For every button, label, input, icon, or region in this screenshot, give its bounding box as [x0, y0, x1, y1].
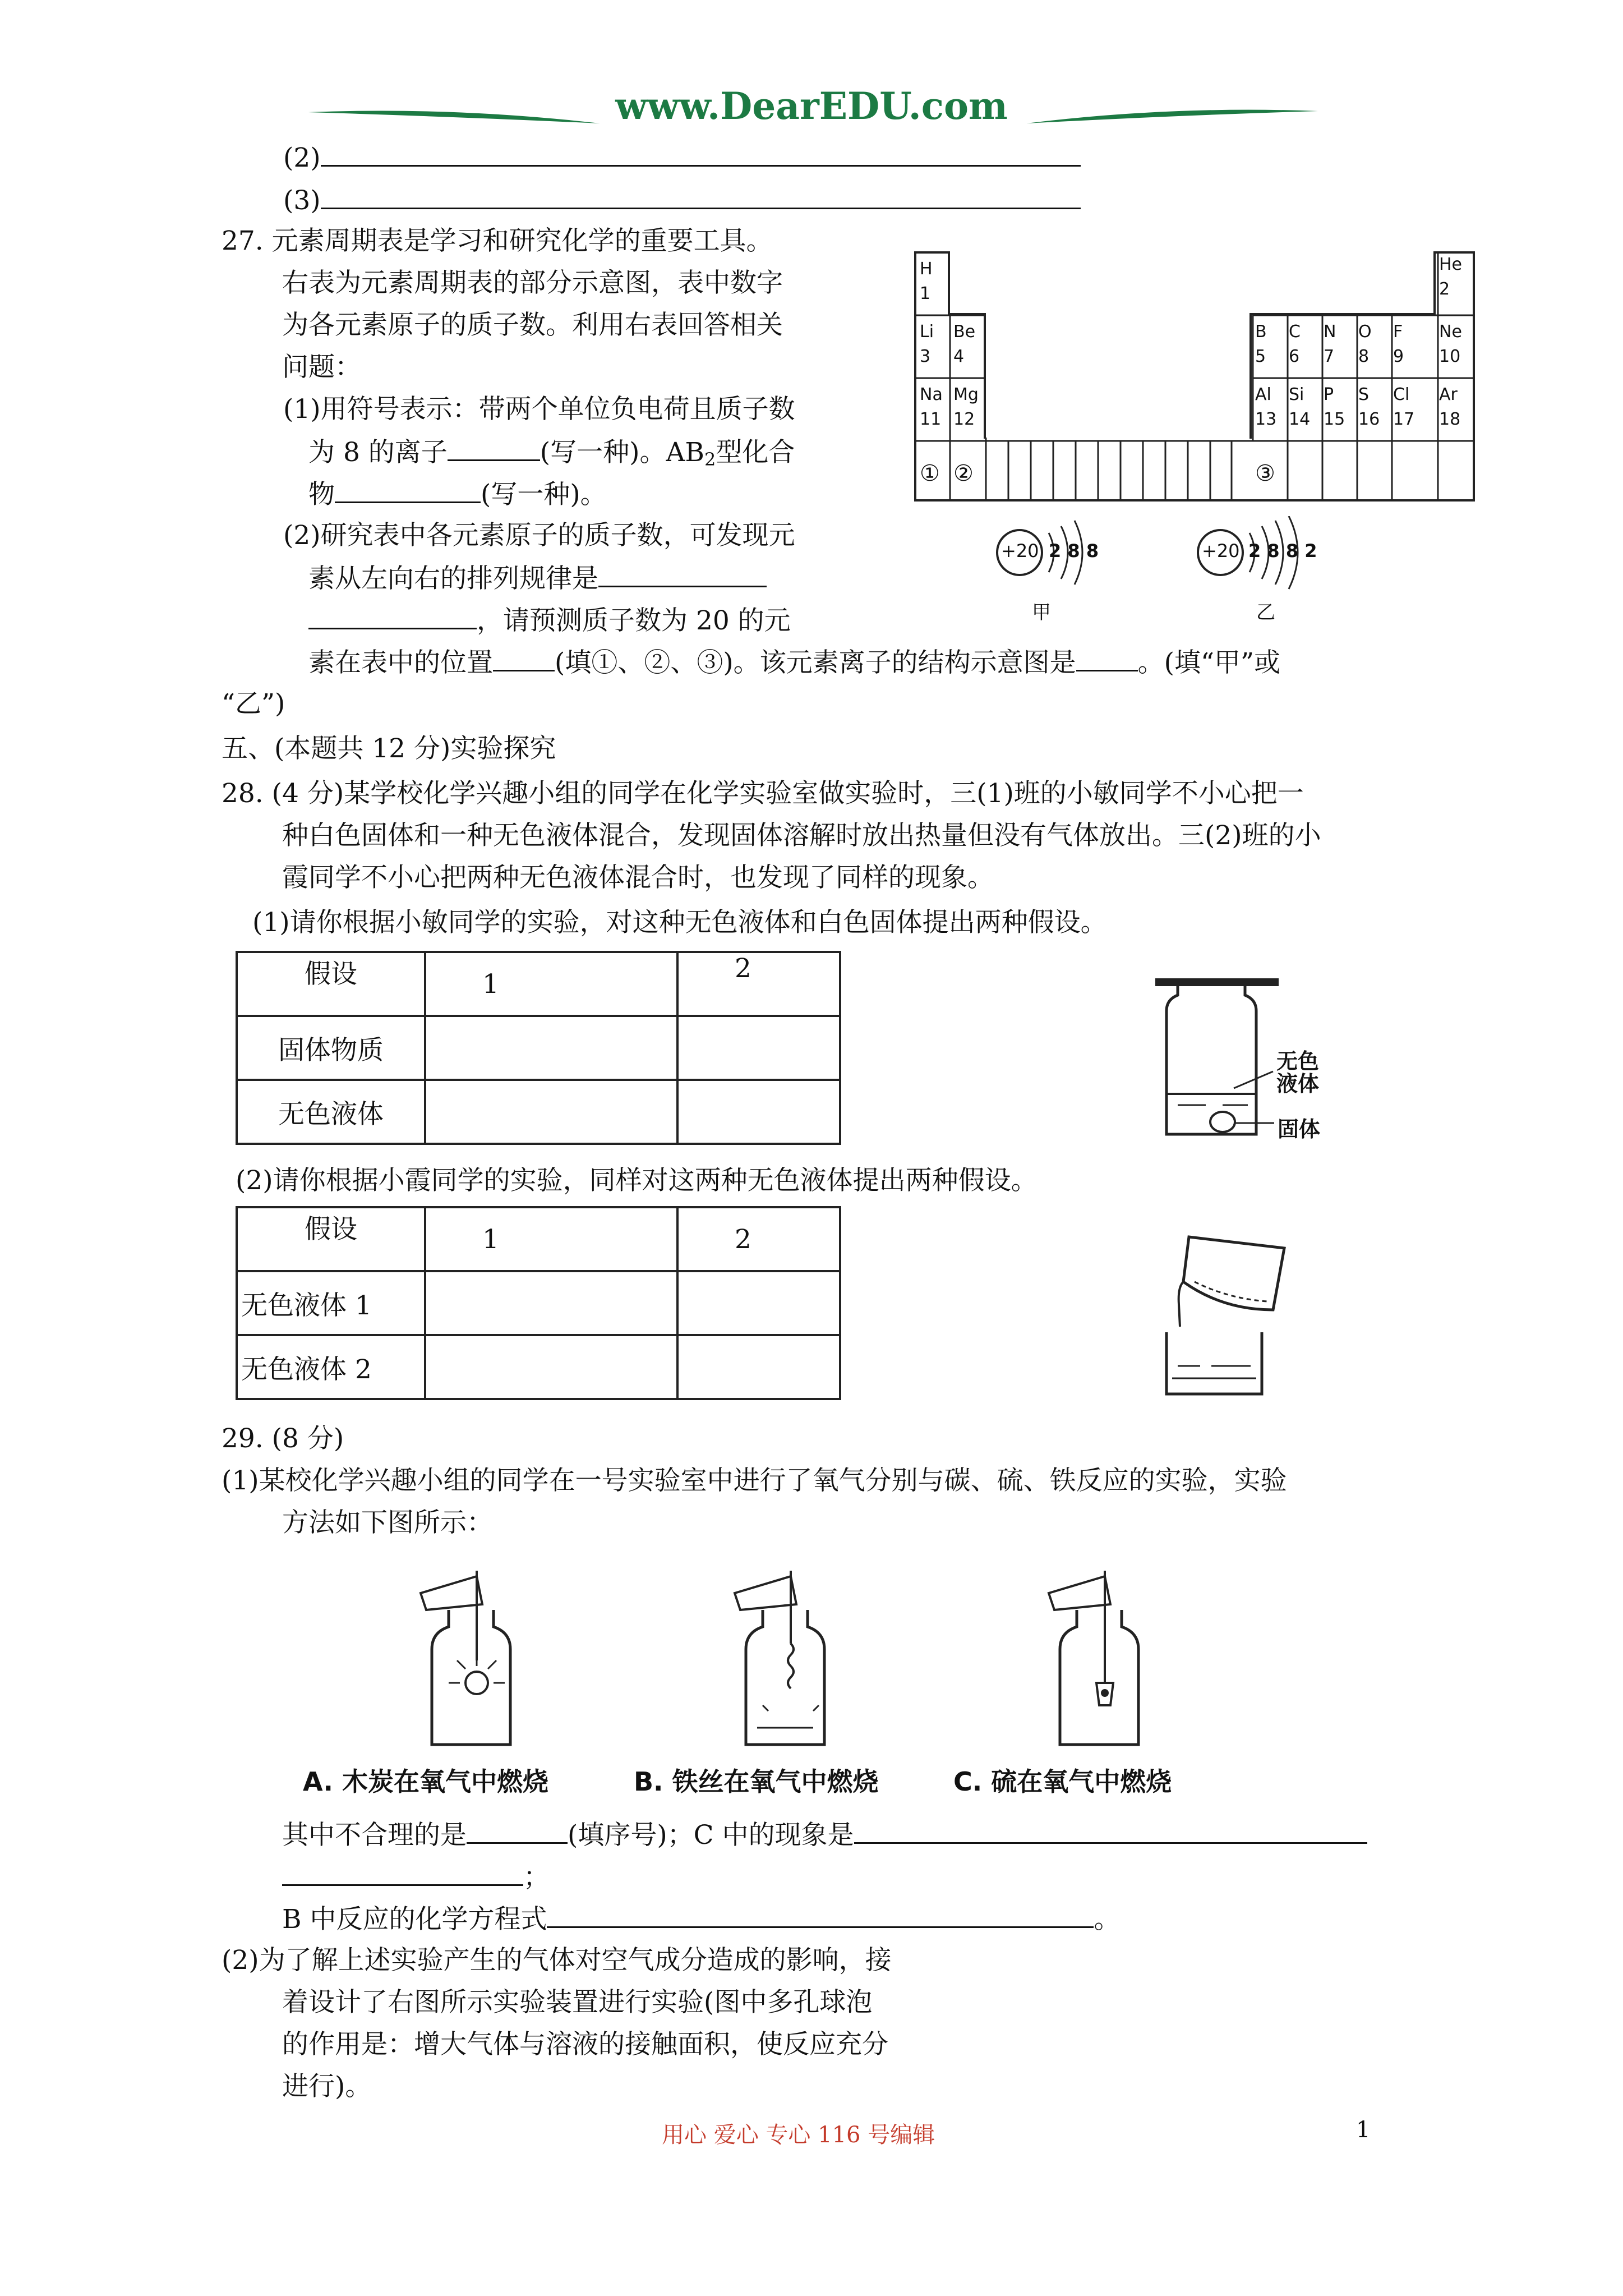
pt-cell-n: N 7 [1324, 322, 1336, 366]
q26-item-3: (3) [283, 183, 1081, 218]
q27-part2-line3: ，请预测质子数为 20 的元 [308, 603, 791, 638]
q29-answer-line-1: 其中不合理的是 (填序号)；C 中的现象是 [282, 1818, 1367, 1852]
q29-head: 29. (8 分) [222, 1423, 344, 1454]
periodic-table-upper-right-edge [1433, 251, 1436, 314]
q27-line-2: 右表为元素周期表的部分示意图，表中数字 [282, 268, 783, 298]
t2-header-2: 2 [677, 1207, 840, 1271]
footer-text: 用心 爱心 专心 116 号编辑 [662, 2122, 935, 2148]
pt-cell-p: P 15 [1324, 385, 1345, 429]
atom-yi-label: 乙 [1256, 601, 1275, 624]
q26-item-2: (2) [283, 140, 1081, 175]
t1-cell[interactable] [425, 1016, 677, 1080]
pt-cell-s: S 16 [1358, 385, 1380, 429]
pt-cell-be: Be 4 [953, 322, 976, 366]
periodic-table-left-block-edge [984, 313, 986, 439]
q29-part2-line4: 进行)。 [282, 2071, 372, 2102]
pt-cell-f: F 9 [1393, 322, 1404, 366]
t2-cell[interactable] [425, 1271, 677, 1335]
pt-marker-3: ③ [1255, 461, 1275, 486]
q27-part2-line1: (2)研究表中各元素原子的质子数，可发现元 [283, 520, 795, 551]
pt-cell-ne: Ne 10 [1439, 322, 1462, 366]
q27-part2-line5: “乙”) [222, 688, 285, 719]
pt-cell-b: B 5 [1255, 322, 1267, 366]
atom-jia-shells: 2 8 8 [1049, 540, 1099, 562]
t1-header-0: 假设 [237, 952, 425, 1016]
t2-cell[interactable] [677, 1335, 840, 1399]
q27-line-4: 问题： [282, 352, 361, 383]
pt-cell-cl: Cl 17 [1393, 385, 1415, 429]
q28-line-1: 28. (4 分)某学校化学兴趣小组的同学在化学实验室做实验时，三(1)班的小敏同学不小心把一 [222, 778, 1304, 809]
t1-row-2-label: 无色液体 [237, 1080, 425, 1144]
pt-cell-ar: Ar 18 [1439, 385, 1461, 429]
q27-part1-line1: (1)用符号表示：带两个单位负电荷且质子数 [283, 394, 795, 425]
jar-a-caption: A. 木炭在氧气中燃烧 [303, 1766, 548, 1797]
periodic-table-upper-left-edge [948, 251, 950, 314]
q28-line-3: 霞同学不小心把两种无色液体混合时，也发现了同样的现象。 [282, 862, 994, 893]
periodic-table-right-block-edge [1249, 313, 1252, 439]
jar-c-caption: C. 硫在氧气中燃烧 [953, 1766, 1172, 1797]
section-5-title: 五、(本题共 12 分)实验探究 [222, 733, 556, 764]
t1-row-1-label: 固体物质 [237, 1016, 425, 1080]
periodic-table-gap-mask [950, 249, 1433, 314]
header-site-logo: www.DearEDU.com [615, 84, 1008, 128]
atom-jia-label: 甲 [1032, 601, 1051, 624]
periodic-table-mid-right-border [1251, 313, 1436, 315]
pt-cell-o: O 8 [1358, 322, 1372, 366]
t1-cell[interactable] [677, 1016, 840, 1080]
atom-yi-nucleus: +20 [1202, 540, 1240, 562]
pt-cell-al: Al 13 [1255, 385, 1277, 429]
pt-cell-h: H 1 [920, 259, 933, 303]
pt-cell-mg: Mg 12 [953, 385, 979, 429]
bottle-liquid-label: 无色液体 [1276, 1049, 1320, 1096]
page-number: 1 [1356, 2117, 1371, 2143]
q29-answer-line-2: ； [282, 1860, 550, 1894]
pt-cell-li: Li 3 [920, 322, 934, 366]
q27-part2-line2: 素从左向右的排列规律是 [308, 561, 767, 596]
atom-yi-shells: 2 8 8 2 [1248, 540, 1317, 562]
jar-b-iron-wire [729, 1571, 852, 1756]
t1-header-1: 1 [425, 952, 677, 1016]
q28-table-2 [236, 1206, 841, 1400]
atom-jia-nucleus: +20 [1001, 540, 1039, 562]
t2-cell[interactable] [425, 1335, 677, 1399]
q27-line-1: 27. 元素周期表是学习和研究化学的重要工具。 [222, 226, 773, 256]
q28-table-1 [236, 951, 841, 1145]
bottle-solid-label: 固体 [1278, 1117, 1321, 1142]
jar-a-charcoal [415, 1571, 538, 1756]
q27-part1-line2: 为 8 的离子 (写一种)。$AB_2$型化合 [308, 435, 795, 476]
pt-cell-c: C 6 [1289, 322, 1301, 366]
q29-part2-line1: (2)为了解上述实验产生的气体对空气成分造成的影响，接 [222, 1945, 892, 1976]
q29-part1-line2: 方法如下图所示： [282, 1507, 493, 1538]
q29-part2-line3: 的作用是：增大气体与溶液的接触面积，使反应充分 [282, 2029, 888, 2060]
q29-part2-line2: 着设计了右图所示实验装置进行实验(图中多孔球泡 [282, 1987, 873, 2018]
q27-line-3: 为各元素原子的质子数。利用右表回答相关 [282, 310, 783, 341]
pt-cell-si: Si 14 [1289, 385, 1311, 429]
t2-cell[interactable] [677, 1271, 840, 1335]
periodic-table-mid-left-border [948, 313, 986, 315]
jar-c-sulfur [1043, 1571, 1166, 1756]
q27-part2-line4: 素在表中的位置 (填①、②、③)。该元素离子的结构示意图是 。(填“甲”或 [308, 645, 1280, 680]
t2-header-1: 1 [425, 1207, 677, 1271]
q29-part1-line1: (1)某校化学兴趣小组的同学在一号实验室中进行了氧气分别与碳、硫、铁反应的实验，实验 [222, 1465, 1287, 1496]
t1-cell[interactable] [425, 1080, 677, 1144]
t2-header-0: 假设 [237, 1207, 425, 1271]
t2-row-2-label: 无色液体 2 [237, 1335, 425, 1399]
q27-part1-line3: 物 (写一种)。 [308, 477, 607, 512]
q28-line-2: 种白色固体和一种无色液体混合，发现固体溶解时放出热量但没有气体放出。三(2)班的小 [282, 820, 1321, 851]
t2-row-1-label: 无色液体 1 [237, 1271, 425, 1335]
q29-answer-line-3: B 中反应的化学方程式 。 [282, 1902, 1120, 1936]
pouring-beakers-figure [1155, 1226, 1312, 1405]
jar-b-caption: B. 铁丝在氧气中燃烧 [634, 1766, 879, 1797]
pt-marker-2: ② [953, 461, 974, 486]
t1-cell[interactable] [677, 1080, 840, 1144]
q28-part1: (1)请你根据小敏同学的实验，对这种无色液体和白色固体提出两种假设。 [252, 907, 1107, 938]
pt-cell-he: He 2 [1439, 255, 1463, 299]
pt-cell-na: Na 11 [920, 385, 943, 429]
periodic-table-gap-mask-2 [986, 312, 1248, 438]
pt-marker-1: ① [920, 461, 940, 486]
q28-part2: (2)请你根据小霞同学的实验，同样对这两种无色液体提出两种假设。 [236, 1165, 1038, 1196]
t1-header-2: 2 [677, 952, 840, 1016]
